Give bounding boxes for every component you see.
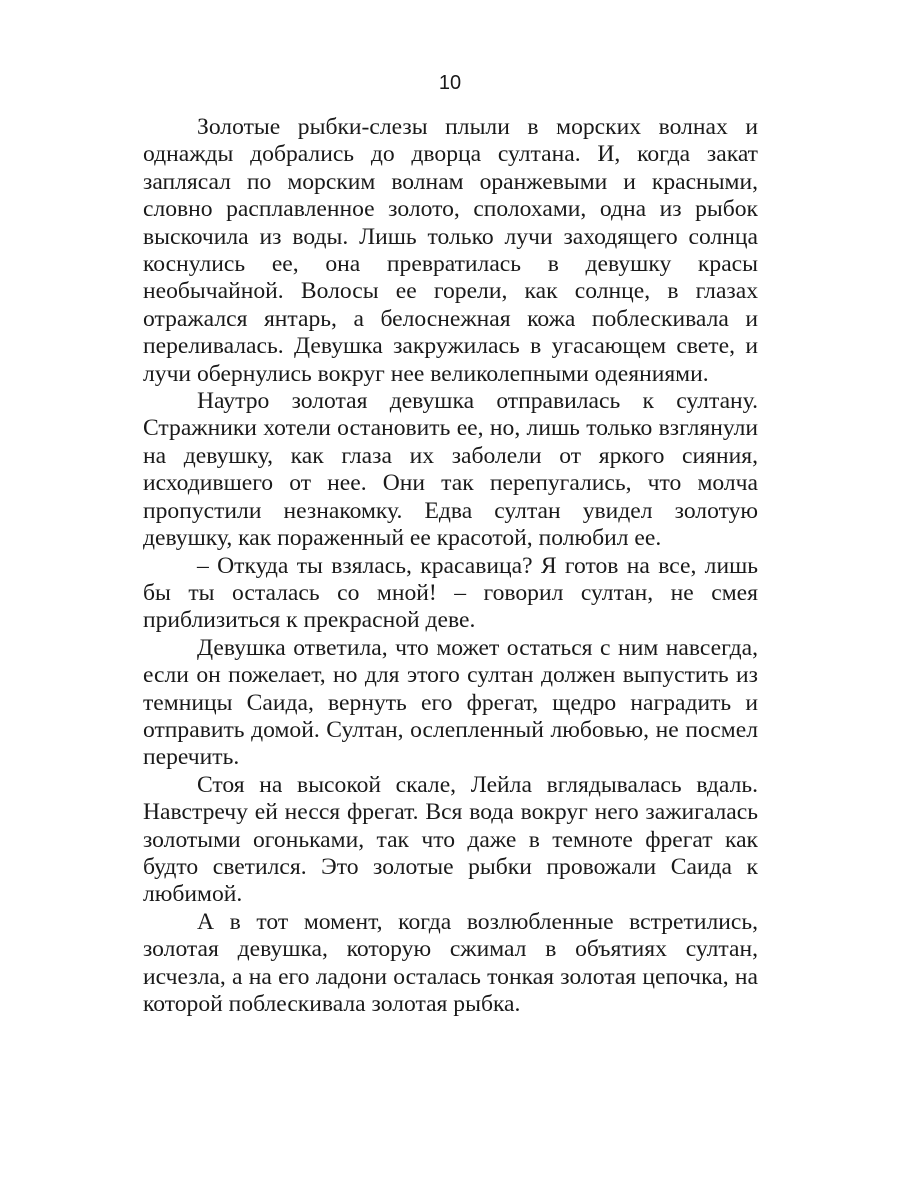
- paragraph-6: А в тот момент, когда возлюбленные встретились, золотая девушка, которую сжимал в объятиях султан, исчезла, а на его ладони осталась тонкая золотая цепочка, на которой поблескивала золотая рыбка.: [143, 908, 758, 1017]
- paragraph-1: Золотые рыбки-слезы плыли в морских волнах и однажды добрались до дворца султана. И, когда закат заплясал по морским волнам оранжевыми и красными, словно расплавленное золото, сполохами, одна из рыбок выскочила из воды. Лишь только лучи заходящего солнца коснулись ее, она превратилась в девушку красы необычайной. Волосы ее горели, как солнце, в глазах отражался янтарь, а белоснежная кожа поблескивала и переливалась. Девушка закружилась в угасающем свете, и лучи обернулись вокруг нее великолепными одеяниями.: [143, 114, 758, 387]
- paragraph-5: Стоя на высокой скале, Лейла вглядывалась вдаль. Навстречу ей несся фрегат. Вся вода вокруг него зажигалась золотыми огоньками, так что даже в темноте фрегат как будто светился. Это золотые рыбки провожали Саида к любимой.: [143, 771, 758, 908]
- page-number: 10: [438, 72, 462, 94]
- paragraph-4: Девушка ответила, что может остаться с ним навсегда, если он пожелает, но для этого султан должен выпустить из темницы Саида, вернуть его фрегат, щедро наградить и отправить домой. Султан, ослепленный любовью, не посмел перечить.: [143, 634, 758, 771]
- paragraph-2: Наутро золотая девушка отправилась к султану. Стражники хотели остановить ее, но, лишь только взглянули на девушку, как глаза их заболели от яркого сияния, исходившего от нее. Они так перепугались, что молча пропустили незнакомку. Едва султан увидел золотую девушку, как пораженный ее красотой, полюбил ее.: [143, 388, 758, 552]
- paragraph-3: – Откуда ты взялась, красавица? Я готов на все, лишь бы ты осталась со мной! – говорил султан, не смея приблизиться к прекрасной деве.: [143, 552, 758, 634]
- page-text: [143, 114, 758, 1018]
